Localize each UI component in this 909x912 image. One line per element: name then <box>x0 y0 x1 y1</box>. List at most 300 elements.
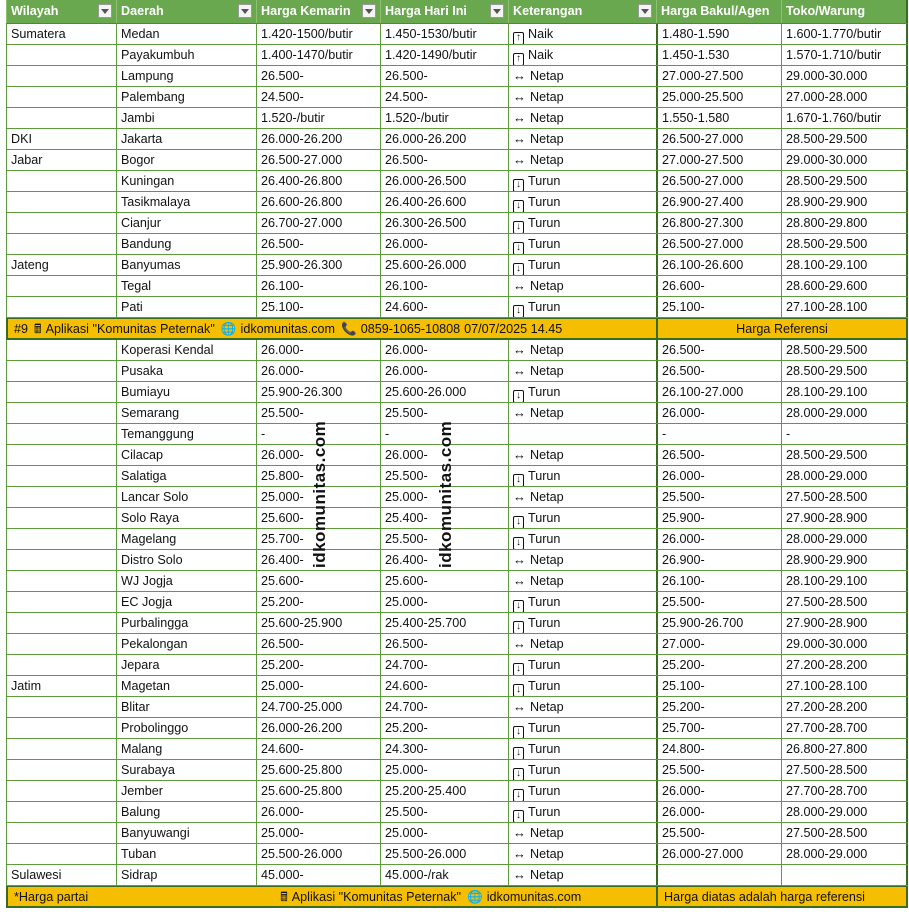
cell-wilayah <box>6 760 116 780</box>
header-daerah: Daerah <box>116 0 256 23</box>
cell-daerah: Tegal <box>116 276 256 296</box>
status-label: Turun <box>528 511 561 525</box>
status-label: Netap <box>530 574 564 588</box>
cell-daerah: Cilacap <box>116 445 256 465</box>
cell-harga-kemarin: 24.600- <box>256 739 380 759</box>
cell-toko: 27.100-28.100 <box>781 297 908 317</box>
cell-keterangan <box>508 739 656 759</box>
cell-harga-hari-ini: 25.500- <box>380 403 508 423</box>
cell-harga-bakul: 25.500- <box>656 592 781 612</box>
cell-keterangan <box>508 697 656 717</box>
cell-keterangan <box>508 361 656 381</box>
cell-harga-bakul: 25.900- <box>656 508 781 528</box>
left-right-arrow-icon: ↔ <box>513 110 526 125</box>
cell-harga-bakul: 25.500- <box>656 487 781 507</box>
cell-wilayah: Jatim <box>6 676 116 696</box>
cell-harga-hari-ini: 26.100- <box>380 276 508 296</box>
cell-harga-bakul: 1.550-1.580 <box>656 108 781 128</box>
down-arrow-box-icon: ↓ <box>513 663 524 675</box>
cell-harga-hari-ini: 25.600-26.000 <box>380 255 508 275</box>
status-label: Turun <box>528 469 561 483</box>
cell-daerah: Purbalingga <box>116 613 256 633</box>
cell-keterangan <box>508 466 656 486</box>
status-label: Netap <box>530 826 564 840</box>
cell-toko: 28.100-29.100 <box>781 255 908 275</box>
table-row <box>6 255 908 276</box>
status-label: Netap <box>530 343 564 357</box>
cell-toko: 28.500-29.500 <box>781 340 908 360</box>
status-label: Turun <box>528 721 561 735</box>
cell-harga-kemarin: 24.500- <box>256 87 380 107</box>
cell-daerah: Banyumas <box>116 255 256 275</box>
cell-harga-kemarin: 25.600- <box>256 571 380 591</box>
cell-wilayah <box>6 171 116 191</box>
cell-harga-bakul: 26.500-27.000 <box>656 171 781 191</box>
filter-dropdown-icon[interactable] <box>638 4 652 18</box>
cell-harga-hari-ini: 25.600- <box>380 571 508 591</box>
cell-harga-bakul: 1.450-1.530 <box>656 45 781 65</box>
cell-toko: 28.100-29.100 <box>781 382 908 402</box>
cell-keterangan <box>508 844 656 864</box>
cell-toko: 29.000-30.000 <box>781 66 908 86</box>
cell-daerah: Probolinggo <box>116 718 256 738</box>
cell-wilayah <box>6 487 116 507</box>
cell-wilayah <box>6 634 116 654</box>
cell-daerah: Palembang <box>116 87 256 107</box>
down-arrow-box-icon: ↓ <box>513 263 524 275</box>
left-right-arrow-icon: ↔ <box>513 825 526 840</box>
cell-wilayah <box>6 192 116 212</box>
left-right-arrow-icon: ↔ <box>513 405 526 420</box>
cell-toko <box>781 865 908 885</box>
cell-daerah: Jember <box>116 781 256 801</box>
cell-harga-kemarin: 25.100- <box>256 297 380 317</box>
cell-harga-kemarin: 26.400-26.800 <box>256 171 380 191</box>
cell-harga-bakul: 26.100-26.600 <box>656 255 781 275</box>
status-label: Turun <box>528 805 561 819</box>
cell-keterangan <box>508 129 656 149</box>
status-label: Naik <box>528 48 554 62</box>
cell-harga-bakul: 1.480-1.590 <box>656 24 781 44</box>
header-row <box>6 0 908 24</box>
cell-harga-kemarin: 25.900-26.300 <box>256 382 380 402</box>
table-row <box>6 550 908 571</box>
cell-daerah: Surabaya <box>116 760 256 780</box>
cell-harga-hari-ini: 24.600- <box>380 297 508 317</box>
cell-harga-bakul: 25.200- <box>656 655 781 675</box>
cell-daerah: Jakarta <box>116 129 256 149</box>
cell-harga-bakul: 25.900-26.700 <box>656 613 781 633</box>
cell-harga-kemarin: 26.500- <box>256 234 380 254</box>
table-row <box>6 508 908 529</box>
status-label: Netap <box>530 132 564 146</box>
table-row <box>6 192 908 213</box>
cell-harga-kemarin: 45.000- <box>256 865 380 885</box>
left-right-arrow-icon: ↔ <box>513 489 526 504</box>
table-row <box>6 739 908 760</box>
cell-harga-bakul: 26.500- <box>656 340 781 360</box>
table-row <box>6 781 908 802</box>
cell-wilayah <box>6 45 116 65</box>
status-label: Turun <box>528 216 561 230</box>
cell-keterangan <box>508 382 656 402</box>
cell-keterangan <box>508 781 656 801</box>
cell-harga-bakul: 25.100- <box>656 297 781 317</box>
cell-harga-hari-ini: 26.400-26.600 <box>380 192 508 212</box>
cell-harga-bakul: 26.000- <box>656 403 781 423</box>
left-right-arrow-icon: ↔ <box>513 152 526 167</box>
table-row <box>6 802 908 823</box>
cell-daerah: Medan <box>116 24 256 44</box>
cell-toko: 28.500-29.500 <box>781 234 908 254</box>
cell-wilayah <box>6 802 116 822</box>
cell-harga-kemarin: 25.900-26.300 <box>256 255 380 275</box>
cell-harga-bakul: 26.500- <box>656 445 781 465</box>
status-label: Turun <box>528 763 561 777</box>
down-arrow-box-icon: ↓ <box>513 684 524 696</box>
cell-harga-kemarin: 26.500- <box>256 66 380 86</box>
cell-harga-bakul: 26.600- <box>656 276 781 296</box>
down-arrow-box-icon: ↓ <box>513 179 524 191</box>
table-row <box>6 297 908 318</box>
cell-keterangan <box>508 24 656 44</box>
status-label: Netap <box>530 111 564 125</box>
cell-daerah: Tasikmalaya <box>116 192 256 212</box>
cell-toko: 1.600-1.770/butir <box>781 24 908 44</box>
cell-wilayah <box>6 234 116 254</box>
cell-wilayah <box>6 844 116 864</box>
cell-keterangan <box>508 424 656 444</box>
cell-daerah: Salatiga <box>116 466 256 486</box>
cell-toko: 27.500-28.500 <box>781 760 908 780</box>
cell-keterangan <box>508 66 656 86</box>
cell-toko: 26.800-27.800 <box>781 739 908 759</box>
filter-dropdown-icon[interactable] <box>362 4 376 18</box>
cell-wilayah <box>6 592 116 612</box>
cell-wilayah <box>6 529 116 549</box>
cell-harga-kemarin: 26.000- <box>256 802 380 822</box>
cell-daerah: Payakumbuh <box>116 45 256 65</box>
down-arrow-box-icon: ↓ <box>513 600 524 612</box>
cell-daerah: Balung <box>116 802 256 822</box>
watermark-text-1: idkomunitas.com <box>310 420 329 568</box>
footer-row <box>6 886 908 908</box>
filter-dropdown-icon[interactable] <box>238 4 252 18</box>
cell-harga-bakul: 24.800- <box>656 739 781 759</box>
cell-toko: 27.000-28.000 <box>781 87 908 107</box>
cell-toko: 28.500-29.500 <box>781 361 908 381</box>
cell-wilayah <box>6 382 116 402</box>
cell-keterangan <box>508 802 656 822</box>
cell-harga-bakul: 26.100-27.000 <box>656 382 781 402</box>
cell-harga-hari-ini: 26.400- <box>380 550 508 570</box>
down-arrow-box-icon: ↓ <box>513 242 524 254</box>
cell-harga-hari-ini: 26.000-26.500 <box>380 171 508 191</box>
cell-harga-hari-ini: 26.000- <box>380 340 508 360</box>
cell-toko: 28.000-29.000 <box>781 529 908 549</box>
banner-number: #9 <box>14 322 29 336</box>
cell-daerah: Koperasi Kendal <box>116 340 256 360</box>
status-label: Netap <box>530 553 564 567</box>
cell-keterangan <box>508 340 656 360</box>
status-label: Turun <box>528 195 561 209</box>
cell-keterangan <box>508 634 656 654</box>
cell-daerah: Magelang <box>116 529 256 549</box>
cell-toko: 29.000-30.000 <box>781 634 908 654</box>
cell-harga-kemarin: 26.400- <box>256 550 380 570</box>
cell-wilayah <box>6 697 116 717</box>
cell-toko: 1.570-1.710/butir <box>781 45 908 65</box>
cell-harga-hari-ini: 25.000- <box>380 592 508 612</box>
down-arrow-box-icon: ↓ <box>513 726 524 738</box>
cell-daerah: Solo Raya <box>116 508 256 528</box>
cell-harga-kemarin: 26.000- <box>256 445 380 465</box>
cell-wilayah <box>6 508 116 528</box>
table-row <box>6 213 908 234</box>
cell-harga-kemarin: 1.420-1500/butir <box>256 24 380 44</box>
cell-daerah: Lampung <box>116 66 256 86</box>
cell-harga-bakul: 26.000- <box>656 529 781 549</box>
status-label: Netap <box>530 69 564 83</box>
cell-toko: 27.900-28.900 <box>781 508 908 528</box>
banner-reference-label: Harga Referensi <box>656 319 908 338</box>
cell-harga-bakul: 26.000- <box>656 466 781 486</box>
cell-harga-kemarin: 26.700-27.000 <box>256 213 380 233</box>
cell-toko: 28.000-29.000 <box>781 403 908 423</box>
table-row <box>6 150 908 171</box>
cell-harga-hari-ini: 24.700- <box>380 655 508 675</box>
table-row <box>6 466 908 487</box>
cell-harga-kemarin: 25.600- <box>256 508 380 528</box>
cell-harga-kemarin: 25.700- <box>256 529 380 549</box>
cell-harga-bakul <box>656 865 781 885</box>
cell-daerah: Lancar Solo <box>116 487 256 507</box>
cell-harga-hari-ini: 26.000- <box>380 361 508 381</box>
cell-toko: 27.700-28.700 <box>781 781 908 801</box>
cell-keterangan <box>508 613 656 633</box>
table-row <box>6 529 908 550</box>
left-right-arrow-icon: ↔ <box>513 867 526 882</box>
cell-toko: 27.500-28.500 <box>781 592 908 612</box>
cell-harga-hari-ini: 26.500- <box>380 634 508 654</box>
cell-daerah: Kuningan <box>116 171 256 191</box>
cell-wilayah <box>6 297 116 317</box>
cell-keterangan <box>508 823 656 843</box>
cell-harga-hari-ini: 1.420-1490/butir <box>380 45 508 65</box>
cell-daerah: Tuban <box>116 844 256 864</box>
cell-keterangan <box>508 297 656 317</box>
cell-keterangan <box>508 234 656 254</box>
filter-dropdown-icon[interactable] <box>490 4 504 18</box>
cell-harga-bakul: 25.000-25.500 <box>656 87 781 107</box>
watermark-text-2: idkomunitas.com <box>436 420 455 568</box>
cell-harga-hari-ini: 24.500- <box>380 87 508 107</box>
cell-harga-bakul: 26.500-27.000 <box>656 129 781 149</box>
cell-wilayah <box>6 781 116 801</box>
status-label: Turun <box>528 300 561 314</box>
cell-harga-kemarin: 25.500- <box>256 403 380 423</box>
cell-toko: 27.100-28.100 <box>781 676 908 696</box>
banner-app-name: Aplikasi "Komunitas Peternak" <box>45 322 215 336</box>
cell-wilayah <box>6 87 116 107</box>
status-label: Netap <box>530 90 564 104</box>
cell-toko: - <box>781 424 908 444</box>
table-row <box>6 340 908 361</box>
cell-daerah: Banyuwangi <box>116 823 256 843</box>
footer-site: idkomunitas.com <box>486 890 582 904</box>
cell-harga-hari-ini: 26.500- <box>380 66 508 86</box>
cell-harga-hari-ini: 25.500-26.000 <box>380 844 508 864</box>
cell-wilayah <box>6 739 116 759</box>
status-label: Turun <box>528 616 561 630</box>
cell-harga-hari-ini: 26.000- <box>380 445 508 465</box>
cell-harga-hari-ini: 25.600-26.000 <box>380 382 508 402</box>
table-row <box>6 403 908 424</box>
cell-toko: 29.000-30.000 <box>781 150 908 170</box>
cell-wilayah <box>6 403 116 423</box>
cell-toko: 27.900-28.900 <box>781 613 908 633</box>
cell-harga-bakul: 27.000- <box>656 634 781 654</box>
cell-keterangan <box>508 865 656 885</box>
cell-wilayah <box>6 340 116 360</box>
table-row <box>6 634 908 655</box>
up-arrow-box-icon: ↑ <box>513 53 524 65</box>
down-arrow-box-icon: ↓ <box>513 474 524 486</box>
banner-datetime: 07/07/2025 14.45 <box>464 322 563 336</box>
cell-toko: 28.900-29.900 <box>781 550 908 570</box>
cell-wilayah <box>6 361 116 381</box>
cell-keterangan <box>508 571 656 591</box>
status-label: Netap <box>530 700 564 714</box>
cell-harga-kemarin: 26.000- <box>256 340 380 360</box>
down-arrow-box-icon: ↓ <box>513 221 524 233</box>
table-row <box>6 276 908 297</box>
cell-harga-bakul: 26.900- <box>656 550 781 570</box>
cell-harga-bakul: 26.000- <box>656 781 781 801</box>
footer-note: *Harga partai <box>14 890 89 904</box>
cell-harga-kemarin: 26.000- <box>256 361 380 381</box>
cell-wilayah: Jabar <box>6 150 116 170</box>
cell-daerah: Pekalongan <box>116 634 256 654</box>
footer-info <box>6 887 656 906</box>
table-body <box>6 24 908 908</box>
banner-phone: 0859-1065-10808 <box>360 322 461 336</box>
cell-harga-kemarin: 24.700-25.000 <box>256 697 380 717</box>
cell-harga-kemarin: 25.200- <box>256 592 380 612</box>
left-right-arrow-icon: ↔ <box>513 278 526 293</box>
cell-harga-bakul: 25.100- <box>656 676 781 696</box>
status-label: Turun <box>528 258 561 272</box>
cell-wilayah: DKI <box>6 129 116 149</box>
cell-harga-hari-ini: 45.000-/rak <box>380 865 508 885</box>
status-label: Netap <box>530 406 564 420</box>
cell-harga-kemarin: 25.600-25.900 <box>256 613 380 633</box>
cell-harga-bakul: 25.700- <box>656 718 781 738</box>
cell-keterangan <box>508 487 656 507</box>
calculator-icon: 🖩 <box>34 322 42 336</box>
cell-harga-bakul: 27.000-27.500 <box>656 150 781 170</box>
down-arrow-box-icon: ↓ <box>513 789 524 801</box>
down-arrow-box-icon: ↓ <box>513 621 524 633</box>
cell-harga-kemarin: 26.600-26.800 <box>256 192 380 212</box>
table-row <box>6 361 908 382</box>
cell-harga-kemarin: 25.000- <box>256 823 380 843</box>
status-label: Turun <box>528 595 561 609</box>
status-label: Turun <box>528 784 561 798</box>
cell-wilayah <box>6 550 116 570</box>
footer-app-name: Aplikasi "Komunitas Peternak" <box>291 890 462 904</box>
cell-wilayah <box>6 276 116 296</box>
banner-info <box>6 319 656 338</box>
cell-harga-hari-ini: 25.200-25.400 <box>380 781 508 801</box>
cell-harga-hari-ini: 25.000- <box>380 760 508 780</box>
cell-toko: 28.800-29.800 <box>781 213 908 233</box>
cell-harga-bakul: 26.500-27.000 <box>656 234 781 254</box>
status-label: Netap <box>530 364 564 378</box>
table-row <box>6 45 908 66</box>
cell-keterangan <box>508 45 656 65</box>
globe-icon: 🌐 <box>467 890 483 904</box>
table-row <box>6 697 908 718</box>
cell-harga-hari-ini: 25.400-25.700 <box>380 613 508 633</box>
table-row <box>6 171 908 192</box>
status-label: Naik <box>528 27 554 41</box>
down-arrow-box-icon: ↓ <box>513 537 524 549</box>
table-row <box>6 823 908 844</box>
down-arrow-box-icon: ↓ <box>513 305 524 317</box>
status-label: Netap <box>530 637 564 651</box>
cell-keterangan <box>508 150 656 170</box>
cell-harga-kemarin: 26.000-26.200 <box>256 129 380 149</box>
left-right-arrow-icon: ↔ <box>513 552 526 567</box>
cell-daerah: Jepara <box>116 655 256 675</box>
status-label: Netap <box>530 847 564 861</box>
cell-daerah: Bandung <box>116 234 256 254</box>
cell-daerah: Jambi <box>116 108 256 128</box>
cell-harga-hari-ini: 25.500- <box>380 802 508 822</box>
left-right-arrow-icon: ↔ <box>513 363 526 378</box>
cell-toko: 28.600-29.600 <box>781 276 908 296</box>
cell-toko: 28.000-29.000 <box>781 466 908 486</box>
left-right-arrow-icon: ↔ <box>513 342 526 357</box>
status-label: Turun <box>528 385 561 399</box>
cell-daerah: Bumiayu <box>116 382 256 402</box>
table-row <box>6 445 908 466</box>
cell-harga-hari-ini: 25.500- <box>380 529 508 549</box>
table-row <box>6 24 908 45</box>
status-label: Netap <box>530 490 564 504</box>
cell-daerah: Pati <box>116 297 256 317</box>
cell-daerah: Malang <box>116 739 256 759</box>
cell-harga-bakul: 26.500- <box>656 361 781 381</box>
left-right-arrow-icon: ↔ <box>513 89 526 104</box>
status-label: Netap <box>530 153 564 167</box>
cell-harga-hari-ini: 26.000- <box>380 234 508 254</box>
cell-keterangan <box>508 508 656 528</box>
cell-harga-bakul: 27.000-27.500 <box>656 66 781 86</box>
cell-harga-bakul: 26.100- <box>656 571 781 591</box>
cell-keterangan <box>508 213 656 233</box>
cell-harga-bakul: 25.200- <box>656 697 781 717</box>
left-right-arrow-icon: ↔ <box>513 573 526 588</box>
cell-wilayah <box>6 613 116 633</box>
cell-harga-hari-ini: 24.600- <box>380 676 508 696</box>
cell-keterangan <box>508 655 656 675</box>
cell-keterangan <box>508 276 656 296</box>
cell-daerah: WJ Jogja <box>116 571 256 591</box>
filter-dropdown-icon[interactable] <box>98 4 112 18</box>
left-right-arrow-icon: ↔ <box>513 846 526 861</box>
